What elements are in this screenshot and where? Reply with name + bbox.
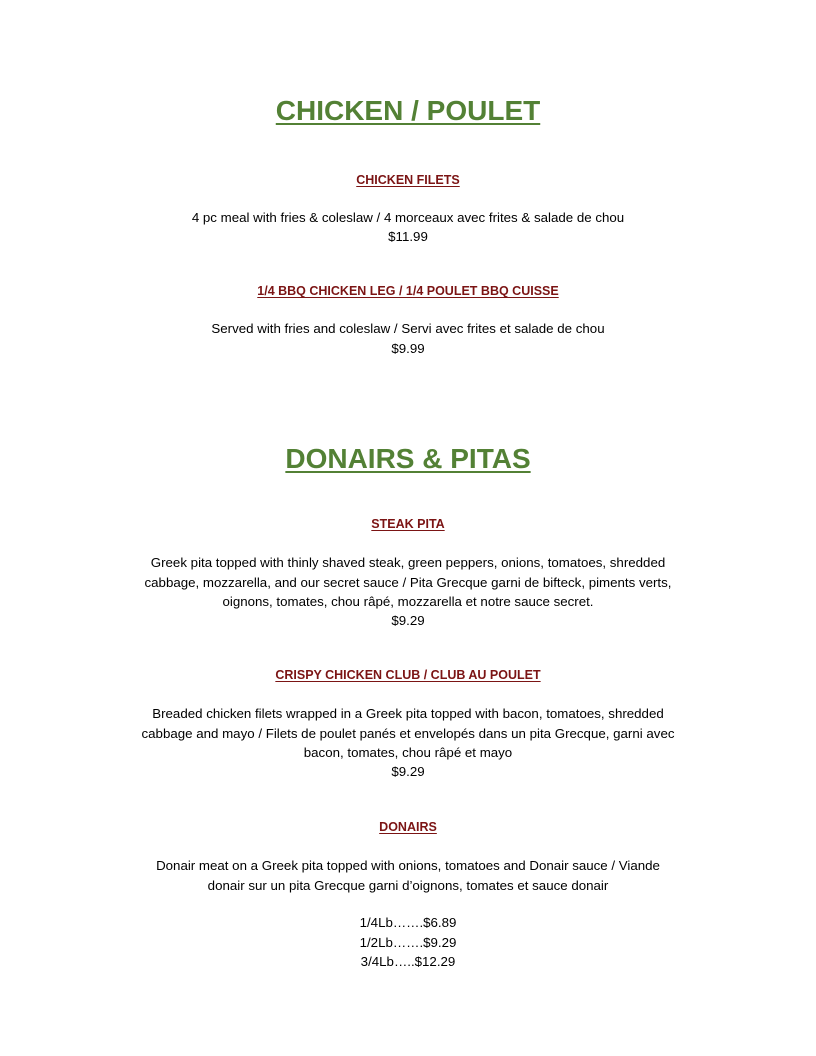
item-description-bbq-chicken-leg: Served with fries and coleslaw / Servi avec frites et salade de chou <box>211 321 605 336</box>
item-title-crispy-chicken-club-text: CRISPY CHICKEN CLUB / CLUB AU POULET <box>275 668 541 682</box>
item-price-crispy-chicken-club: $9.29 <box>391 764 425 779</box>
item-price-steak-pita: $9.29 <box>391 613 425 628</box>
section-title-chicken <box>0 94 816 128</box>
item-title-bbq-chicken-leg-text: 1/4 BBQ CHICKEN LEG / 1/4 POULET BBQ CUISSE <box>257 284 559 298</box>
item-price-chicken-filets: $11.99 <box>388 229 428 244</box>
item-description-donairs: Donair meat on a Greek pita topped with onions, tomatoes and Donair sauce / Viande donair sur un pita Grecque garni d’oignons, tomates et sauce donair <box>156 858 660 893</box>
item-title-bbq-chicken-leg <box>0 283 816 299</box>
item-title-donairs-text: DONAIRS <box>379 820 437 834</box>
donair-size-half-lb: 1/2Lb…….$9.29 <box>359 934 457 950</box>
item-title-chicken-filets-text: CHICKEN FILETS <box>356 173 460 187</box>
item-title-steak-pita-text: STEAK PITA <box>371 517 445 531</box>
donair-size-list <box>0 913 816 972</box>
item-title-crispy-chicken-club <box>0 667 816 683</box>
item-price-bbq-chicken-leg: $9.99 <box>391 341 425 356</box>
item-title-chicken-filets <box>0 172 816 188</box>
section-title-chicken-text: CHICKEN / POULET <box>275 95 541 126</box>
item-description-crispy-chicken-club: Breaded chicken filets wrapped in a Greek pita topped with bacon, tomatoes, shredded cabbage and mayo / Filets de poulet panés et envelopés dans un pita Grecque, garni avec bacon, tomates, chou râpé et mayo <box>141 706 675 760</box>
donair-size-three-quarter-lb: 3/4Lb…..$12.29 <box>360 954 456 969</box>
item-description-steak-pita: Greek pita topped with thinly shaved steak, green peppers, onions, tomatoes, shredded cabbage, mozzarella, and our secret sauce / Pita Grecque garni de bifteck, piments verts, oignons, tomates, chou râpé, mozzarella et notre sauce secret. <box>144 555 672 609</box>
item-description-chicken-filets: 4 pc meal with fries & coleslaw / 4 morceaux avec frites & salade de chou <box>191 210 625 225</box>
item-title-donairs <box>0 819 816 835</box>
section-title-donairs-pitas <box>0 442 816 476</box>
donair-size-quarter-lb: 1/4Lb…….$6.89 <box>359 915 457 930</box>
section-title-donairs-pitas-text: DONAIRS & PITAS <box>285 443 531 474</box>
item-title-steak-pita <box>0 516 816 532</box>
